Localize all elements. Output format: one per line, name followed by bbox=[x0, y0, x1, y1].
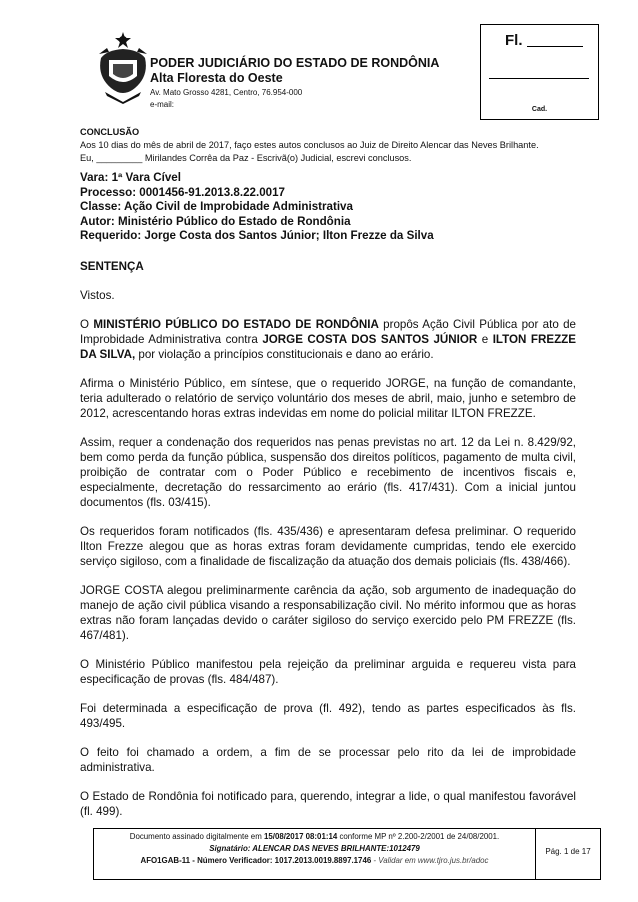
conclusion-block bbox=[80, 126, 582, 165]
section-heading: SENTENÇA bbox=[80, 260, 144, 273]
footer-signed-date: 15/08/2017 08:01:14 bbox=[263, 832, 338, 841]
case-info bbox=[80, 171, 582, 244]
coat-of-arms-icon bbox=[95, 28, 151, 104]
case-autor: Autor: Ministério Público do Estado de Rondônia bbox=[80, 214, 351, 228]
p1-text-c: propôs Ação Civil Pública por ato de Improbidade Administrativa contra bbox=[80, 318, 576, 346]
paragraph-5: JORGE COSTA alegou preliminarmente carência da ação, sob argumento de inadequação do manejo de ação civil pública visando a responsabilização civil. No mérito informou que as horas extras não foram lançadas devido o caráter sigiloso do serviço exercido pelo PM FREZZE (fls. 467/481). bbox=[80, 584, 576, 642]
page-number: Pág. 1 de 17 bbox=[545, 847, 591, 856]
document-body bbox=[80, 259, 576, 833]
paragraph-7: Foi determinada a especificação de prova (fl. 492), tendo as partes especificados às fls. 493/495. bbox=[80, 702, 576, 730]
conclusion-line-1: Aos 10 dias do mês de abril de 2017, faço estes autos conclusos ao Juiz de Direito Alencar das Neves Brilhante. bbox=[80, 140, 539, 150]
case-requerido: Requerido: Jorge Costa dos Santos Júnior; Ilton Frezze da Silva bbox=[80, 229, 434, 243]
footer-signed-label: Documento assinado digitalmente em bbox=[129, 832, 264, 841]
conclusion-line-2: Eu, _________ Mirilandes Corrêa da Paz - Escrivã(o) Judicial, escrevi conclusos. bbox=[80, 153, 412, 163]
footer-line-1 bbox=[94, 831, 535, 843]
p1-plaintiff: MINISTÉRIO PÚBLICO DO ESTADO DE RONDÔNIA bbox=[93, 318, 379, 331]
case-vara: Vara: 1ª Vara Cível bbox=[80, 171, 181, 184]
p1-text-e: e bbox=[477, 333, 493, 346]
folio-label: Fl. bbox=[505, 32, 523, 49]
court-header bbox=[150, 56, 470, 110]
footer-mp-ref: conforme MP nº 2.200-2/2001 de 24/08/2001. bbox=[337, 832, 500, 841]
p1-text-g: por violação a princípios constitucionais e dano ao erário. bbox=[135, 348, 434, 361]
case-processo: Processo: 0001456-91.2013.8.22.0017 bbox=[80, 185, 285, 199]
folio-cad-label: Cad. bbox=[531, 106, 548, 113]
court-address: Av. Mato Grosso 4281, Centro, 76.954-000 bbox=[150, 88, 303, 97]
signature-footer bbox=[93, 828, 601, 880]
conclusion-title: CONCLUSÃO bbox=[80, 127, 140, 137]
paragraph-4: Os requeridos foram notificados (fls. 435/436) e apresentaram defesa preliminar. O requerido Ilton Frezze alegou que as horas extras foram devidamente cumpridas, tendo ele exercido serviço sigiloso, com a finalidade de fiscalização da atuação dos demais policiais (fls. 438/466). bbox=[80, 525, 576, 568]
paragraph-3: Assim, requer a condenação dos requeridos nas penas previstas no art. 12 da Lei n. 8.429/92, bem como perda da função pública, suspensão dos direitos políticos, pagamento de multa civil, proibição de contratar com o Poder Público e recebimento de incentivos fiscais e, especialmente, decretação do ressarcimento ao erário (fls. 417/431). Com a inicial juntou documentos (fls. 03/415). bbox=[80, 436, 576, 509]
footer-validate-link: - Validar em www.tjro.jus.br/adoc bbox=[371, 856, 489, 865]
case-classe: Classe: Ação Civil de Improbidade Administrativa bbox=[80, 200, 353, 214]
court-email: e-mail: bbox=[150, 100, 175, 109]
paragraph-9: O Estado de Rondônia foi notificado para, querendo, integrar a lide, o qual manifestou favorável (fl. 499). bbox=[80, 790, 576, 818]
court-name: PODER JUDICIÁRIO DO ESTADO DE RONDÔNIA bbox=[150, 56, 440, 70]
p1-defendant-1: JORGE COSTA DOS SANTOS JÚNIOR bbox=[262, 333, 478, 346]
footer-line-3 bbox=[94, 855, 535, 867]
folio-signature-line bbox=[489, 78, 589, 79]
footer-verifier: AFO1GAB-11 - Número Verificador: 1017.2013.0019.8897.1746 bbox=[140, 856, 372, 865]
folio-number-line bbox=[527, 46, 583, 47]
court-town: Alta Floresta do Oeste bbox=[150, 71, 283, 85]
paragraph-6: O Ministério Público manifestou pela rejeição da preliminar arguida e requereu vista para especificação de provas (fls. 484/487). bbox=[80, 658, 576, 686]
paragraph-8: O feito foi chamado a ordem, a fim de se processar pelo rito da lei de improbidade administrativa. bbox=[80, 746, 576, 774]
paragraph-2: Afirma o Ministério Público, em síntese, que o requerido JORGE, na função de comandante, teria adulterado o relatório de serviço voluntário dos meses de abril, maio, junho e setembro de 2012, acrescentando horas extras indevidas em nome do policial militar ILTON FREZZE. bbox=[80, 377, 576, 420]
paragraph-1 bbox=[80, 317, 576, 362]
footer-text bbox=[94, 831, 535, 867]
p1-defendant-2: ILTON FREZZE DA SILVA, bbox=[80, 333, 576, 361]
p1-text-a: O bbox=[80, 318, 94, 331]
footer-signatory: Signatário: ALENCAR DAS NEVES BRILHANTE:1012479 bbox=[209, 844, 420, 853]
paragraph-vistos: Vistos. bbox=[80, 289, 115, 302]
folio-box bbox=[480, 24, 599, 120]
